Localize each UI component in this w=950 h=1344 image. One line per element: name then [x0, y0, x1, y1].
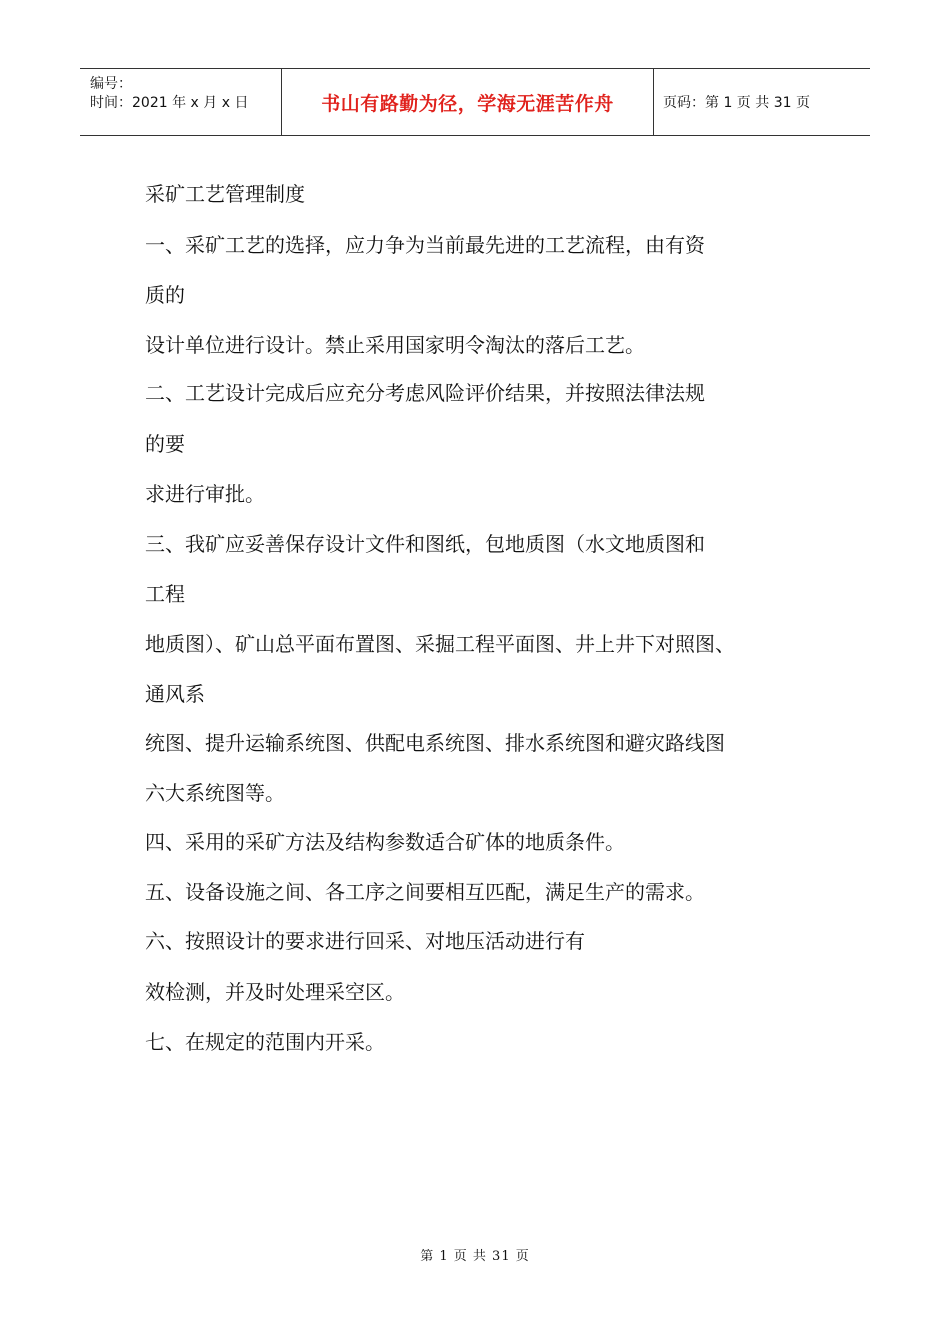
- text-line: 六、按照设计的要求进行回采、对地压活动进行有: [145, 929, 585, 953]
- text-line: 地质图）、矿山总平面布置图、采掘工程平面图、井上井下对照图、: [145, 632, 735, 656]
- page-header: [80, 68, 870, 136]
- text-line: 五、设备设施之间、各工序之间要相互匹配，满足生产的需求。: [145, 880, 705, 904]
- text-line: 通风系: [145, 682, 205, 706]
- text-line: 设计单位进行设计。禁止采用国家明令淘汰的落后工艺。: [145, 333, 645, 357]
- text-line: 六大系统图等。: [145, 781, 285, 805]
- header-meta-cell: [80, 69, 282, 135]
- text-line: 统图、提升运输系统图、供配电系统图、排水系统图和避灾路线图: [145, 731, 725, 755]
- text-line: 四、采用的采矿方法及结构参数适合矿体的地质条件。: [145, 830, 625, 854]
- document-time-label: 时间：2021 年 x 月 x 日: [90, 95, 249, 111]
- header-page-cell: [654, 69, 870, 135]
- text-line: 求进行审批。: [145, 482, 265, 506]
- document-title: 采矿工艺管理制度: [145, 182, 305, 206]
- text-line: 效检测，并及时处理采空区。: [145, 980, 405, 1004]
- header-motto-cell: [282, 69, 654, 135]
- header-motto: 书山有路勤为径，学海无涯苦作舟: [321, 92, 614, 115]
- text-line: 工程: [145, 582, 185, 606]
- text-line: 二、工艺设计完成后应充分考虑风险评价结果，并按照法律法规: [145, 381, 705, 405]
- text-line: 质的: [145, 283, 185, 307]
- document-number-label: 编号：: [90, 76, 132, 92]
- text-line: 一、采矿工艺的选择，应力争为当前最先进的工艺流程，由有资: [145, 233, 705, 257]
- page-footer: 第 1 页 共 31 页: [420, 1249, 530, 1264]
- text-line: 三、我矿应妥善保存设计文件和图纸，包地质图（水文地质图和: [145, 532, 705, 556]
- text-line: 七、在规定的范围内开采。: [145, 1030, 385, 1054]
- text-line: 的要: [145, 432, 185, 456]
- header-page-info: 页码：第 1 页 共 31 页: [663, 95, 810, 111]
